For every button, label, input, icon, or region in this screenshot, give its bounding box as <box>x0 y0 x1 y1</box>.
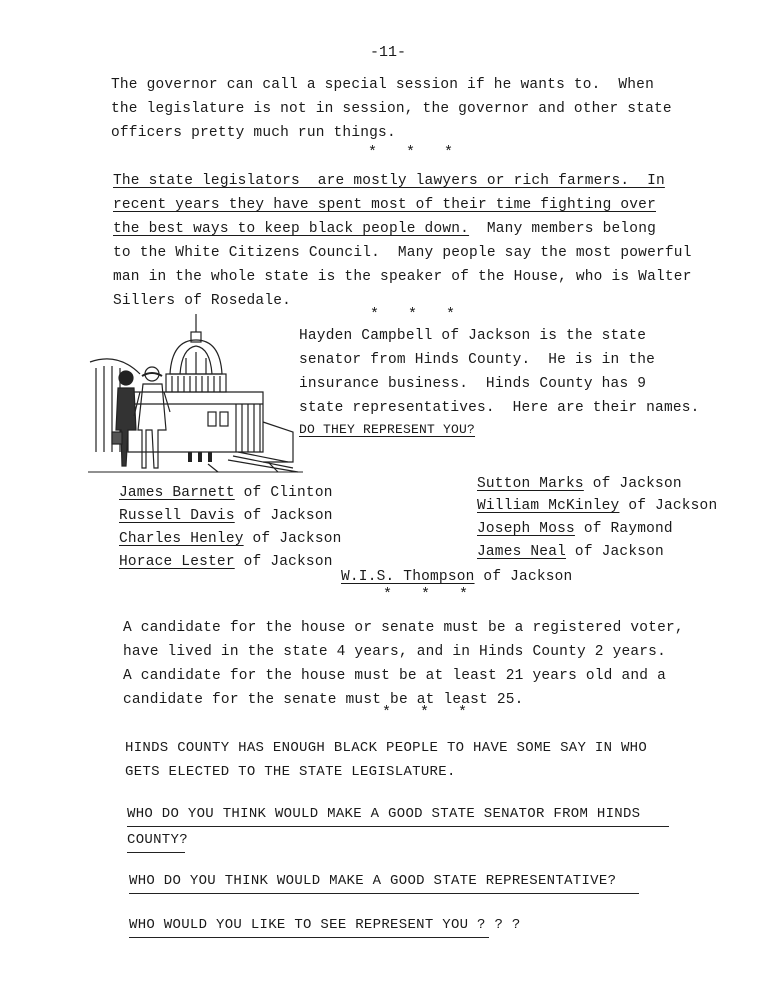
para1-line1: The governor can call a special session if he wants to. When <box>111 77 654 93</box>
rep-place: of Jackson <box>583 476 682 492</box>
rep-item <box>119 551 333 573</box>
para5-line1: HINDS COUNTY HAS ENOUGH BLACK PEOPLE TO HAVE SOME SAY IN WHO <box>125 740 648 756</box>
para1-line2: the legislature is not in session, the governor and other state <box>111 101 672 117</box>
rep-item <box>341 566 572 588</box>
rep-place: of Jackson <box>474 569 573 585</box>
rep-item <box>119 482 333 504</box>
para4-line4: candidate for the senate must be at least 25. <box>123 692 524 708</box>
rep-place: of Jackson <box>234 554 333 570</box>
rep-name: W.I.S. Thompson <box>341 569 475 585</box>
rep-place: of Jackson <box>566 544 664 560</box>
rep-name: Russell Davis <box>119 508 235 524</box>
rep-item <box>477 518 673 540</box>
para3-line1: Hayden Campbell of Jackson is the state <box>299 328 647 344</box>
rep-place: of Raymond <box>574 521 673 537</box>
rep-name: William McKinley <box>477 498 620 514</box>
underline-rule <box>127 826 669 827</box>
question-senator-line1: WHO DO YOU THINK WOULD MAKE A GOOD STATE SENATOR FROM HINDS <box>127 806 641 822</box>
para2-line4: to the White Citizens Council. Many people say the most powerful <box>113 245 692 261</box>
para4-line1: A candidate for the house or senate must be a registered voter, <box>123 620 684 636</box>
capitol-illustration <box>88 312 303 480</box>
separator-stars: * * * <box>382 704 478 721</box>
para2-line1: The state legislators are mostly lawyers or rich farmers. In <box>113 173 665 189</box>
para1-line3: officers pretty much run things. <box>111 125 396 141</box>
rep-name: James Neal <box>477 544 567 560</box>
rep-item <box>477 541 664 563</box>
para3-question: DO THEY REPRESENT YOU? <box>299 422 476 437</box>
rep-place: of Jackson <box>234 508 333 524</box>
para3-line2: senator from Hinds County. He is in the <box>299 352 656 368</box>
para2-line3-underlined: the best ways to keep black people down. <box>113 221 470 237</box>
separator-stars: * * * <box>383 586 479 603</box>
para3-line3: insurance business. Hinds County has 9 <box>299 376 647 392</box>
para3-line4: state representatives. Here are their names. <box>299 400 700 416</box>
para5-line2: GETS ELECTED TO THE STATE LEGISLATURE. <box>125 764 456 780</box>
question-representative: WHO DO YOU THINK WOULD MAKE A GOOD STATE REPRESENTATIVE? <box>129 873 617 889</box>
rep-place: of Clinton <box>234 485 333 501</box>
rep-item <box>477 473 682 495</box>
para2-line2: recent years they have spent most of their time fighting over <box>113 197 656 213</box>
rep-name: Joseph Moss <box>477 521 575 537</box>
question-represent-you-text: WHO WOULD YOU LIKE TO SEE REPRESENT YOU <box>129 917 469 933</box>
para2-line3 <box>113 218 656 240</box>
para2-line3-rest: Many members belong <box>469 221 656 237</box>
question-represent-you <box>129 914 521 936</box>
underline-rule <box>129 937 489 938</box>
rep-name: James Barnett <box>119 485 235 501</box>
underline-rule <box>129 893 639 894</box>
question-senator-line2: COUNTY? <box>127 832 188 848</box>
rep-item <box>119 505 333 527</box>
rep-name: Charles Henley <box>119 531 244 547</box>
underline-rule <box>127 852 185 853</box>
separator-stars: * * * <box>368 144 464 161</box>
para4-line3: A candidate for the house must be at least 21 years old and a <box>123 668 666 684</box>
rep-item <box>119 528 342 550</box>
separator-stars: * * * <box>370 306 466 323</box>
para2-line5: man in the whole state is the speaker of the House, who is Walter <box>113 269 692 285</box>
para2-line6: Sillers of Rosedale. <box>113 293 292 309</box>
rep-name: Horace Lester <box>119 554 235 570</box>
rep-place: of Jackson <box>243 531 342 547</box>
question-marks: ? ? ? <box>468 917 521 933</box>
rep-item <box>477 495 717 517</box>
para4-line2: have lived in the state 4 years, and in Hinds County 2 years. <box>123 644 666 660</box>
rep-name: Sutton Marks <box>477 476 584 492</box>
rep-place: of Jackson <box>619 498 718 514</box>
page-number: -11- <box>370 44 407 61</box>
